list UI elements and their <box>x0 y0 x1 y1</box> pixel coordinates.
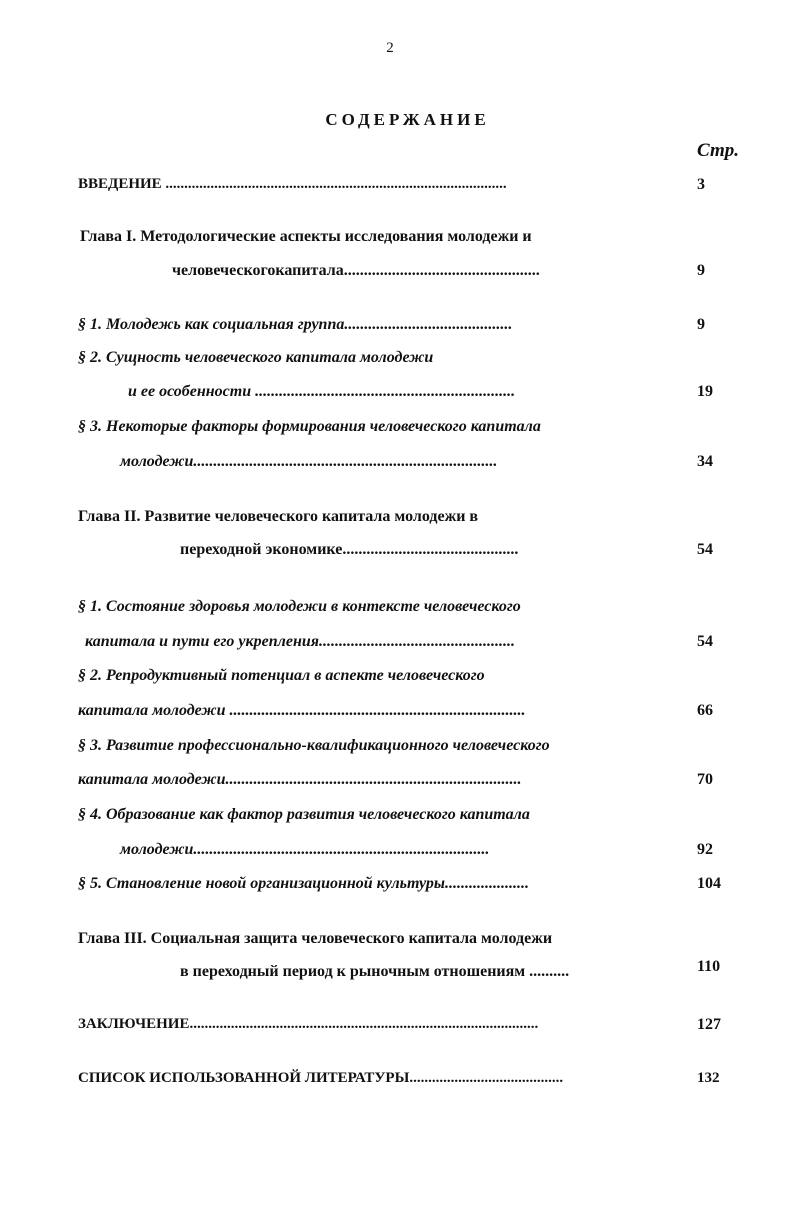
toc-chapter-3-title-cont: в переходный период к рыночным отношениям .......... <box>180 963 570 980</box>
page-column-header: Стр. <box>697 140 739 161</box>
toc-chapter-2-title: Глава II. Развитие человеческого капитала молодежи в <box>78 508 479 525</box>
toc-chapter-2-title-cont: переходной экономике............................................ <box>180 541 519 558</box>
toc-page-references: 132 <box>697 1070 720 1086</box>
toc-section-1-3-cont: молодежи............................................................................ <box>120 453 498 470</box>
toc-page-section-2-3: 70 <box>697 771 713 788</box>
toc-section-2-5: § 5. Становление новой организационной культуры..................... <box>78 875 530 892</box>
toc-page-section-2-5: 104 <box>697 875 721 892</box>
toc-section-1-1: § 1. Молодежь как социальная группа.......................................... <box>78 316 513 333</box>
toc-page-section-2-4: 92 <box>697 841 713 858</box>
page-number: 2 <box>386 40 394 56</box>
toc-page-section-2-1: 54 <box>697 633 713 650</box>
toc-section-2-3: § 3. Развитие профессионально-квалификационного человеческого <box>78 737 550 754</box>
toc-section-2-1-cont: капитала и пути его укрепления................................................. <box>85 633 515 650</box>
toc-page-chapter-3: 110 <box>697 958 721 975</box>
toc-section-1-2-cont: и ее особенности ................................................................. <box>128 383 516 400</box>
toc-page-conclusion: 127 <box>697 1016 721 1033</box>
toc-page-chapter-2: 54 <box>697 541 713 558</box>
toc-section-2-2: § 2. Репродуктивный потенциал в аспекте человеческого <box>78 667 485 684</box>
toc-page-section-1-1: 9 <box>697 316 705 333</box>
toc-entry-conclusion: ЗАКЛЮЧЕНИЕ............................................................................................. <box>78 1016 539 1032</box>
toc-page-chapter-1: 9 <box>697 262 705 279</box>
toc-entry-intro: ВВЕДЕНИЕ ........................................................................................... <box>78 176 507 192</box>
toc-page-section-1-2: 19 <box>697 383 713 400</box>
toc-section-2-3-cont: капитала молодежи.......................................................................... <box>78 771 522 788</box>
toc-page-intro: 3 <box>697 176 705 193</box>
toc-section-1-3: § 3. Некоторые факторы формирования человеческого капитала <box>78 418 541 435</box>
page-title: СОДЕРЖАНИЕ <box>325 110 490 129</box>
toc-chapter-1-title: Глава I. Методологические аспекты исследования молодежи и <box>80 228 532 245</box>
toc-section-2-4-cont: молодежи.......................................................................... <box>120 841 490 858</box>
toc-page-section-1-3: 34 <box>697 453 713 470</box>
toc-page-section-2-2: 66 <box>697 702 713 719</box>
toc-section-2-2-cont: капитала молодежи .......................................................................... <box>78 702 526 719</box>
toc-entry-references: СПИСОК ИСПОЛЬЗОВАННОЙ ЛИТЕРАТУРЫ......................................... <box>78 1070 564 1086</box>
toc-section-2-4: § 4. Образование как фактор развития человеческого капитала <box>78 806 530 823</box>
toc-section-1-2: § 2. Сущность человеческого капитала молодежи <box>78 349 434 366</box>
toc-chapter-3-title: Глава III. Социальная защита человеческого капитала молодежи <box>78 930 553 947</box>
toc-section-2-1: § 1. Состояние здоровья молодежи в контексте человеческого <box>78 598 521 615</box>
toc-chapter-1-title-cont: человеческогокапитала................................................. <box>172 262 540 279</box>
